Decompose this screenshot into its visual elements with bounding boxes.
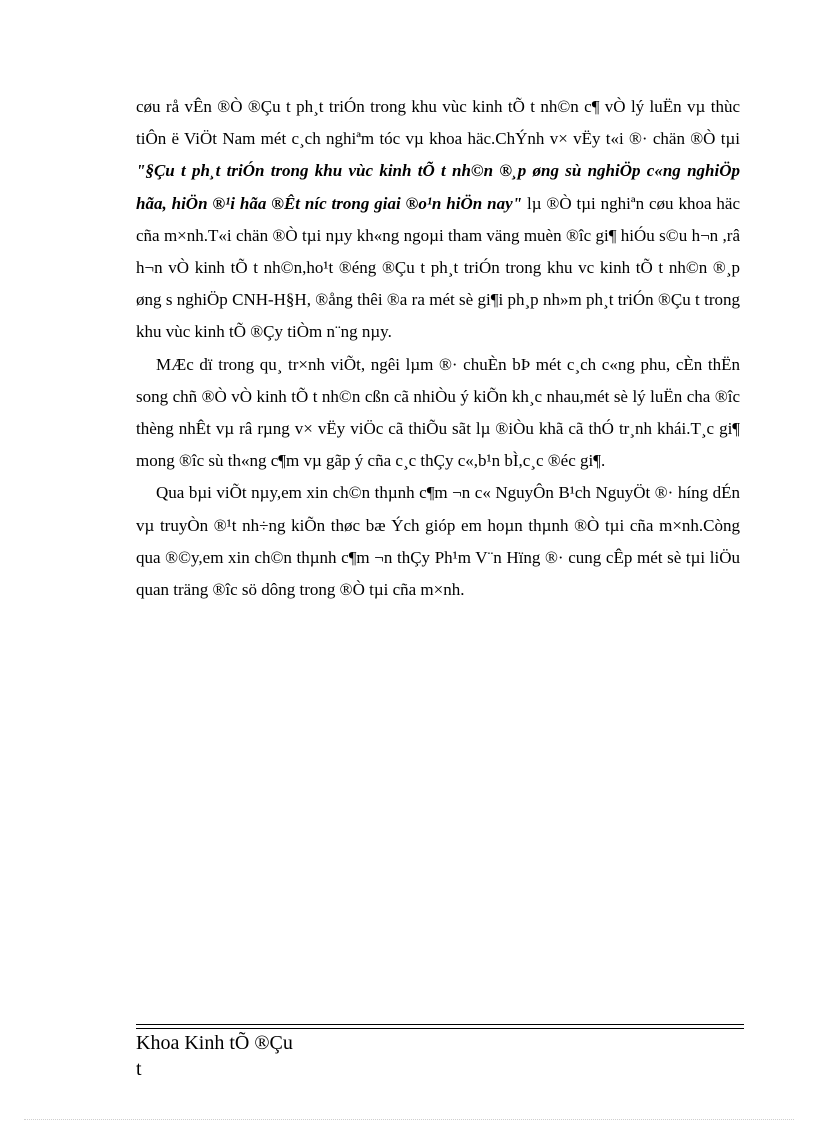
paragraph-2 bbox=[136, 349, 740, 478]
thesis-title: "§Çu t ph¸t triÓn trong khu vùc kinh tÕ t nh©n ®¸p øng sù nghiÖp c«ng nghiÖp hãa, hiÖn ®¹i hãa ®Êt níc trong giai ®o¹n hiÖn nay" bbox=[136, 161, 740, 213]
footer-rule-bottom bbox=[136, 1028, 744, 1029]
paragraph-3-text: Qua bµi viÕt nµy,em xin ch©n thµnh c¶m ¬n c« NguyÔn B¹ch NguyÖt ®· híng dÉn vµ truyÒn ®¹t nh÷ng kiÕn thøc bæ Ých gióp em hoµn thµnh ®Ò tµi cña m×nh.Còng qua ®©y,em xin ch©n thµnh c¶m ¬n thÇy Ph¹m V¨n Hïng ®· cung cÊp mét sè tµi liÖu quan träng ®îc sö dông trong ®Ò tµi cña m×nh. bbox=[136, 483, 740, 600]
body-text bbox=[136, 91, 740, 606]
paragraph-1 bbox=[136, 91, 740, 349]
paragraph-3 bbox=[136, 477, 740, 606]
page-edge-divider bbox=[24, 1119, 794, 1120]
footer-text: Khoa Kinh tÕ ®Çu t bbox=[136, 1032, 293, 1080]
paragraph-1-text-a: cøu rå vÊn ®Ò ®Çu t ph¸t triÓn trong khu vùc kinh tÕ t nh©n c¶ vÒ lý luËn vµ thùc tiÔn ë ViÖt Nam mét c¸ch nghiªm tóc vµ khoa häc.ChÝnh v× vËy t«i ®· chän ®Ò tµi bbox=[136, 97, 740, 149]
paragraph-2-text: MÆc dï trong qu¸ tr×nh viÕt, ngêi lµm ®· chuÈn bÞ mét c¸ch c«ng phu, cÈn thËn song chñ ®Ò vÒ kinh tÕ t nh©n cßn cã nhiÒu ý kiÕn kh¸c nhau,mét sè lý luËn cha ®îc thèng nhÊt vµ râ rµng v× vËy viÖc cã thiÕu sãt lµ ®iÒu khã cã thÓ tr¸nh khái.T¸c gi¶ mong ®îc sù th«ng c¶m vµ gãp ý cña c¸c thÇy c«,b¹n bÌ,c¸c ®éc gi¶. bbox=[136, 354, 740, 471]
paragraph-1-text-b: lµ ®Ò tµi nghiªn cøu khoa häc cña m×nh.T«i chän ®Ò tµi nµy kh«ng ngoµi tham väng muèn ®îc gi¶ hiÓu s©u h¬n ,râ h¬n vÒ kinh tÕ t nh©n,ho¹t ®éng ®Çu t ph¸t triÓn trong khu vc kinh tÕ t nh©n ®¸p øng s nghiÖp CNH-H§H, ®ång thêi ®a ra mét sè gi¶i ph¸p nh»m ph¸t triÓn ®Çu t trong khu vùc kinh tÕ ®Çy tiÒm n¨ng nµy. bbox=[136, 193, 741, 342]
footer-rule-top bbox=[136, 1024, 744, 1025]
